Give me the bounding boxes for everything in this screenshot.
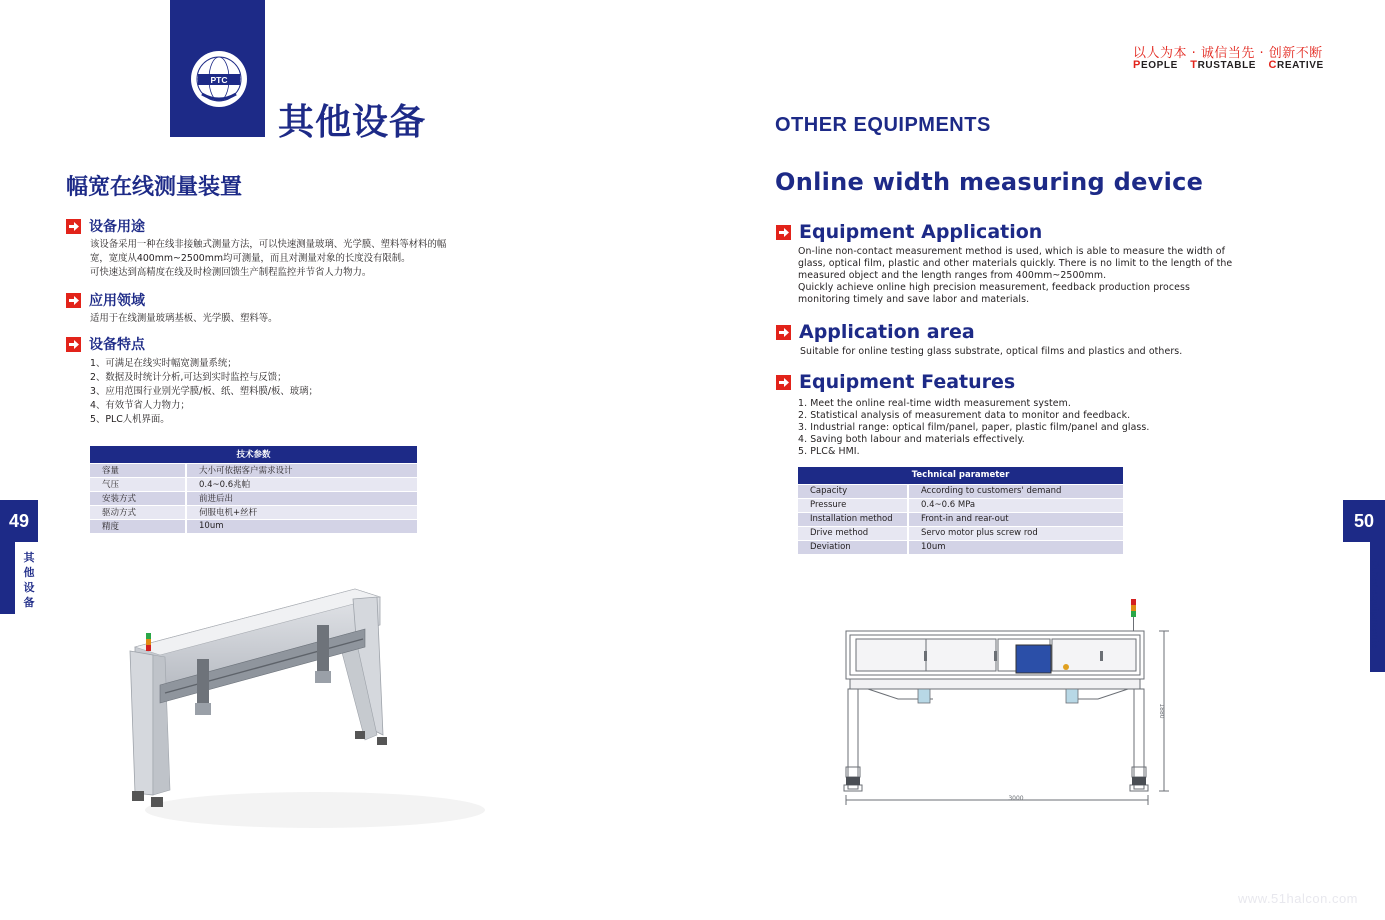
red-arrow-icon [776,325,791,340]
page-number-left: 49 [0,500,38,542]
text-line: 2. Statistical analysis of measurement data to monitor and feedback. [798,410,1131,421]
text-line: measured object and the length ranges from 400mm~2500mm. [798,270,1107,281]
red-arrow-icon [776,225,791,240]
table-row: 容量 大小可依据客户需求设计 [90,463,417,477]
cn-section-application [66,290,278,326]
text-line: 4. Saving both labour and materials effectively. [798,434,1025,445]
section-title: Equipment Features [799,371,1016,393]
text-line: 可快速达到高精度在线及时检测回馈生产制程监控并节省人力物力。 [90,267,372,278]
slogan-word-trustable: TRUSTABLE [1190,59,1257,71]
red-arrow-icon [66,219,81,234]
text-line: Suitable for online testing glass substrate, optical films and plastics and others. [800,346,1183,357]
text-line: 3、应用范围行业别光学膜/板、纸、塑料膜/板、玻璃； [90,386,318,397]
section-title: Equipment Application [799,221,1043,243]
machine-3d-image [115,585,485,835]
section-title: 设备用途 [89,219,145,235]
text-line: 5、PLC人机界面。 [90,414,170,425]
product-title-en: Online width measuring device [775,168,1204,196]
machine-drawing-image [838,595,1178,810]
slogan-word-creative: CREATIVE [1268,59,1324,71]
table-row: Capacity According to customers' demand [798,484,1123,498]
en-section-features [776,371,1149,458]
text-line: Quickly achieve online high precision measurement, feedback production process [798,282,1190,293]
red-arrow-icon [66,337,81,352]
watermark: www.51halcon.com [1238,891,1358,906]
product-title-cn: 幅宽在线测量装置 [66,175,243,200]
table-header: Technical parameter [798,467,1123,484]
table-header: 技术参数 [90,446,417,463]
section-title: Application area [799,321,975,343]
table-row: Deviation 10um [798,540,1123,554]
table-row: 气压 0.4~0.6兆帕 [90,477,417,491]
red-arrow-icon [66,293,81,308]
logo-text: PTC [210,75,228,85]
table-row: Drive method Servo motor plus screw rod [798,526,1123,540]
side-label-cn: 其 他 设 备 [23,551,35,609]
table-row: 安装方式 前进后出 [90,491,417,505]
table-row: Installation method Front-in and rear-out [798,512,1123,526]
dimension-height: 1880 [1158,703,1165,719]
red-arrow-icon [776,375,791,390]
text-line: 1. Meet the online real-time width measurement system. [798,398,1071,409]
slogan-word-people: PEOPLE [1133,59,1178,71]
section-title: 应用领域 [89,293,145,309]
logo-block [170,0,265,137]
page-title-cn: 其他设备 [278,102,427,143]
spec-table-en [798,467,1123,554]
ptc-logo-icon [190,50,248,108]
text-line: 4、有效节省人力物力； [90,400,190,411]
cn-section-features [66,334,318,427]
slogan-en [1133,59,1324,71]
section-title: 设备特点 [89,337,145,353]
dimension-width: 3000 [1008,795,1024,802]
en-section-application [776,221,1232,306]
text-line: On-line non-contact measurement method is used, which is able to measure the width of [798,246,1225,257]
text-line: 宽，宽度从400mm~2500mm均可测量，而且对测量对象的长度没有限制。 [90,253,411,264]
spec-table-cn [90,446,417,533]
text-line: glass, optical film, plastic and other materials quickly. There is no limit to the length of the [798,258,1233,269]
table-row: 精度 10um [90,519,417,533]
text-line: 3. Industrial range: optical film/panel, paper, plastic film/panel and glass. [798,422,1150,433]
table-row: 驱动方式 伺服电机+丝杆 [90,505,417,519]
text-line: 2、数据及时统计分析,可达到实时监控与反馈； [90,372,287,383]
text-line: 该设备采用一种在线非接触式测量方法，可以快速测量玻璃、光学膜、塑料等材料的幅 [90,239,447,250]
slogan-cn: 以人为本 · 诚信当先 · 创新不断 [1133,46,1323,61]
en-section-area [776,321,1182,358]
text-line: 5. PLC& HMI. [798,446,860,457]
text-line: 1、可满足在线实时幅宽测量系统； [90,358,237,369]
side-label-en: Other equipments [1369,559,1381,649]
table-row: Pressure 0.4~0.6 MPa [798,498,1123,512]
page-number-right: 50 [1343,500,1385,542]
cn-section-usage [66,216,446,280]
page-title-en: OTHER EQUIPMENTS [775,114,991,136]
text-line: monitoring timely and save labor and materials. [798,294,1030,305]
text-line: 适用于在线测量玻璃基板、光学膜、塑料等。 [90,313,278,324]
